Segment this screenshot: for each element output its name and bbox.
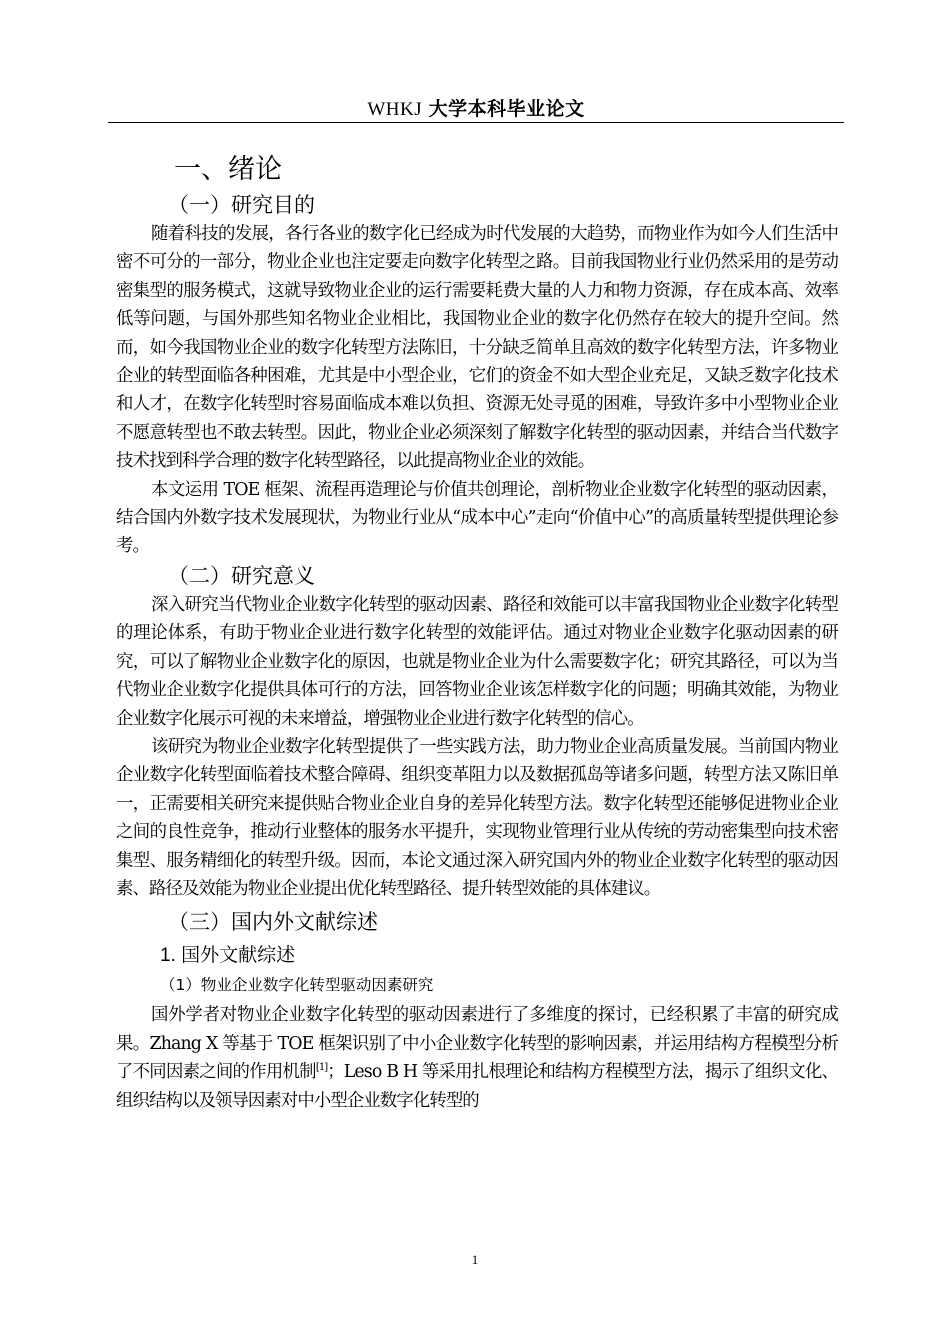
paragraph xyxy=(116,1001,838,1115)
section-title-literature-review: （三）国内外文献综述 xyxy=(168,910,378,935)
section-title-purpose: （一）研究目的 xyxy=(168,193,315,217)
paragraph: 该研究为物业企业数字化转型提供了一些实践方法，助力物业企业高质量发展。当前国内物业企业数字化转型面临着技术整合障碍、组织变革阻力以及数据孤岛等诸多问题，转型方法又陈旧单一，正需要相关研究来提供贴合物业企业自身的差异化转型方法。数字化转型还能够促进物业企业之间的良性竞争，推动行业整体的服务水平提升，实现物业管理行业从传统的劳动密集型向技术密集型、服务精细化的转型升级。因而，本论文通过深入研究国内外的物业企业数字化转型的驱动因素、路径及效能为物业企业提出优化转型路径、提升转型效能的具体建议。 xyxy=(116,736,838,899)
paragraph: 本文运用 TOE 框架、流程再造理论与价值共创理论，剖析物业企业数字化转型的驱动因素，结合国内外数字技术发展现状，为物业行业从“成本中心”走向“价值中心”的高质量转型提供理论参考。 xyxy=(116,479,838,557)
header-title: 大学本科毕业论文 xyxy=(428,98,585,120)
page-content xyxy=(116,150,838,1115)
header-latin: WHKJ xyxy=(367,99,423,120)
section-title-significance: （二）研究意义 xyxy=(168,563,315,588)
page-header xyxy=(108,96,844,123)
chapter-title: 一、绪论 xyxy=(174,154,282,185)
page-number: 1 xyxy=(471,1252,479,1267)
paragraph: 深入研究当代物业企业数字化转型的驱动因素、路径和效能可以丰富我国物业企业数字化转型的理论体系，有助于物业企业进行数字化转型的效能评估。通过对物业企业数字化驱动因素的研究，可以了解物业企业数字化的原因，也就是物业企业为什么需要数字化；研究其路径，可以为当代物业企业数字化提供具体可行的方法，回答物业企业该怎样数字化的问题；明确其效能，为物业企业数字化展示可视的未来增益，增强物业企业进行数字化转型的信心。 xyxy=(116,594,838,729)
paragraph-text: 国外学者对物业企业数字化转型的驱动因素进行了多维度的探讨，已经积累了丰富的研究成果。Zhang X 等基于 TOE 框架识别了中小企业数字化转型的影响因素，并运用结构方程模型分析了不同因素之间的作用机制 xyxy=(116,1005,838,1083)
paragraph: 随着科技的发展，各行各业的数字化已经成为时代发展的大趋势，而物业作为如今人们生活中密不可分的一部分，物业企业也注定要走向数字化转型之路。目前我国物业行业仍然采用的是劳动密集型的服务模式，这就导致物业企业的运行需要耗费大量的人力和物力资源，存在成本高、效率低等问题，与国外那些知名物业企业相比，我国物业企业的数字化仍然存在较大的提升空间。然而，如今我国物业企业的数字化转型方法陈旧，十分缺乏简单且高效的数字化转型方法，许多物业企业的转型面临各种困难，尤其是中小型企业，它们的资金不如大型企业充足，又缺乏数字化技术和人才，在数字化转型时容易面临成本难以负担、资源无处寻觅的困难，导致许多中小型物业企业不愿意转型也不敢去转型。因此，物业企业必须深刻了解数字化转型的驱动因素，并结合当代数字技术找到科学合理的数字化转型路径，以此提高物业企业的效能。 xyxy=(116,224,838,472)
subsubsection-title-drivers: （1）物业企业数字化转型驱动因素研究 xyxy=(160,976,434,995)
paragraph-text: ；Leso B H 等采用扎根理论和结构方程模型方法，揭示了组织文化、组织结构以及领导因素对中小型企业数字化转型的 xyxy=(116,1062,838,1111)
subsection-title-foreign: 1. 国外文献综述 xyxy=(160,945,296,967)
citation-ref[interactable]: [1] xyxy=(315,1062,328,1074)
